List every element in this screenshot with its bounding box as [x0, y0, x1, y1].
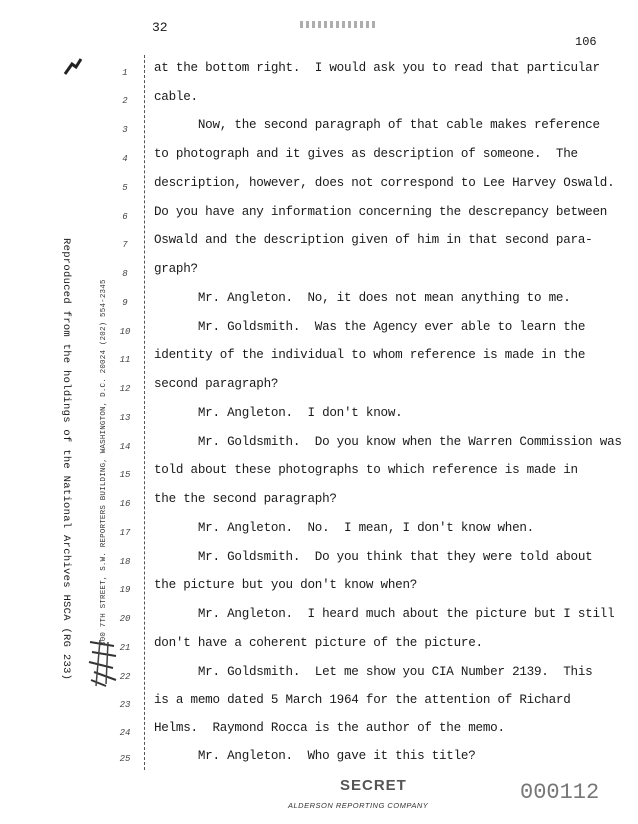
line-number: 1	[122, 68, 128, 78]
line-number: 5	[122, 183, 128, 193]
line-number: 25	[119, 754, 131, 764]
transcript-line: Oswald and the description given of him in that second para-	[154, 233, 593, 247]
line-number: 13	[119, 413, 131, 423]
transcript-line: the the second paragraph?	[154, 492, 337, 506]
line-number: 6	[122, 212, 128, 222]
transcript-line: identity of the individual to whom reference is made in the	[154, 348, 586, 362]
transcript-line: told about these photographs to which reference is made in	[154, 463, 578, 477]
transcript-line: don't have a coherent picture of the picture.	[154, 636, 483, 650]
line-number: 10	[119, 327, 131, 337]
transcript-line: Mr. Goldsmith. Was the Agency ever able to learn the	[154, 320, 586, 334]
line-number: 4	[122, 154, 128, 164]
line-number: 2	[122, 96, 128, 106]
line-number: 8	[122, 269, 128, 279]
transcript-line: Do you have any information concerning the descrepancy between	[154, 205, 608, 219]
transcript-line: Mr. Angleton. I don't know.	[154, 406, 403, 420]
line-number: 24	[119, 728, 131, 738]
line-number: 9	[122, 298, 128, 308]
line-number: 15	[119, 470, 131, 480]
page-number-right: 106	[575, 35, 597, 49]
line-number: 21	[119, 643, 131, 653]
page-number-left: 32	[152, 20, 168, 35]
transcript-line: to photograph and it gives as description of someone. The	[154, 147, 578, 161]
line-number: 3	[122, 125, 128, 135]
classification-stamp: SECRET	[340, 777, 407, 794]
transcript-line: is a memo dated 5 March 1964 for the attention of Richard	[154, 693, 571, 707]
transcript-line: description, however, does not correspond to Lee Harvey Oswald.	[154, 176, 615, 190]
transcript-line: the picture but you don't know when?	[154, 578, 418, 592]
line-number: 19	[119, 585, 131, 595]
line-number: 14	[119, 442, 131, 452]
reporting-company: ALDERSON REPORTING COMPANY	[288, 801, 429, 810]
transcript-line: Now, the second paragraph of that cable makes reference	[154, 118, 600, 132]
line-number: 17	[119, 528, 131, 538]
line-number: 18	[119, 557, 131, 567]
line-number: 12	[119, 384, 131, 394]
transcript-line: Mr. Angleton. Who gave it this title?	[154, 749, 476, 763]
reporter-address: 300 7TH STREET, S.W. REPORTERS BUILDING, WASHINGTON, D.C. 20024 (202) 554-2345	[100, 279, 108, 646]
margin-rule	[144, 55, 145, 770]
transcript-line: Mr. Goldsmith. Do you know when the Warren Commission was	[154, 435, 622, 449]
reproduced-note: Reproduced from the holdings of the National Archives HSCA (RG 233)	[60, 238, 72, 681]
line-number: 22	[119, 672, 131, 682]
transcript-line: Mr. Angleton. No, it does not mean anything to me.	[154, 291, 571, 305]
line-number: 16	[119, 499, 131, 509]
line-number: 23	[119, 700, 131, 710]
margin-mark-icon	[62, 56, 84, 78]
transcript-line: Mr. Angleton. I heard much about the picture but I still	[154, 607, 615, 621]
transcript-line: at the bottom right. I would ask you to read that particular	[154, 61, 600, 75]
transcript-line: Mr. Angleton. No. I mean, I don't know when.	[154, 521, 534, 535]
transcript-line: Mr. Goldsmith. Do you think that they were told about	[154, 550, 593, 564]
transcript-line: Mr. Goldsmith. Let me show you CIA Number 2139. This	[154, 665, 593, 679]
transcript-line: cable.	[154, 90, 198, 104]
transcript-line: second paragraph?	[154, 377, 279, 391]
line-number: 11	[119, 355, 131, 365]
line-number: 7	[122, 240, 128, 250]
document-number: 000112	[520, 780, 600, 805]
line-number: 20	[119, 614, 131, 624]
transcript-line: graph?	[154, 262, 198, 276]
header-smudge	[300, 21, 378, 28]
transcript-line: Helms. Raymond Rocca is the author of the memo.	[154, 721, 505, 735]
